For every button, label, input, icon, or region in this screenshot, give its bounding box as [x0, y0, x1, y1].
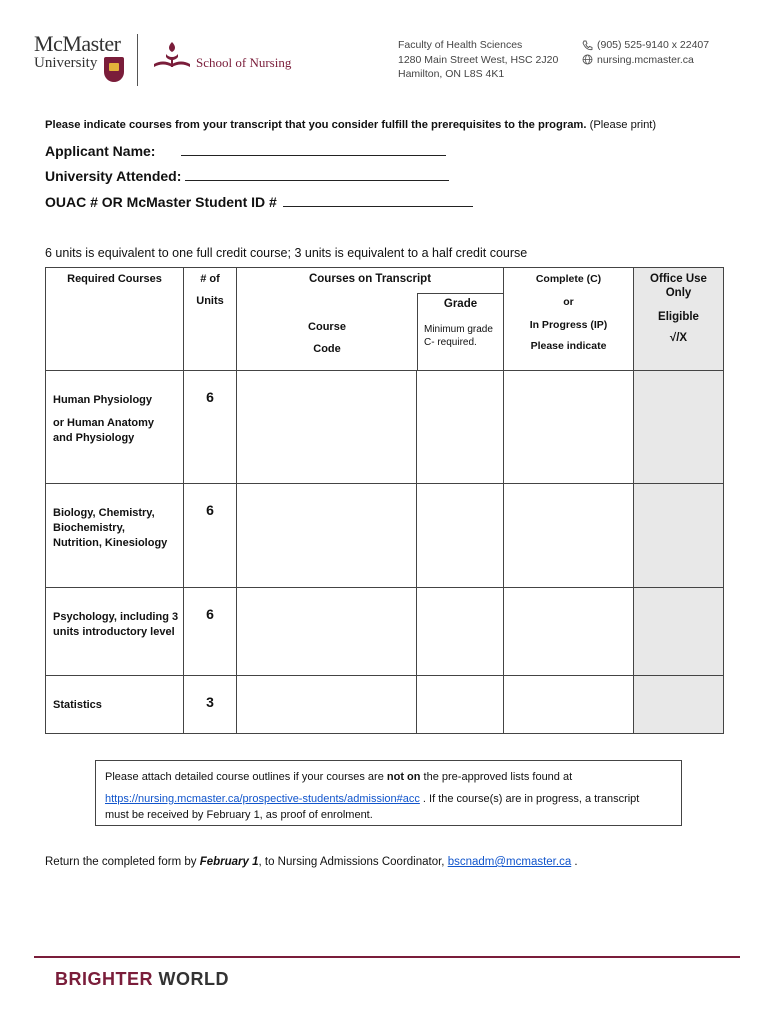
grade-minimum-note [418, 310, 503, 349]
office-use-cell [634, 588, 724, 676]
course-line: and Physiology [53, 432, 135, 444]
faculty-line: Faculty of Health Sciences [398, 39, 523, 51]
crest-icon [104, 57, 124, 82]
note-emphasis: not on [386, 771, 421, 783]
return-text: . [571, 856, 578, 868]
logo-line-2: University [34, 55, 98, 71]
brand-word-1: BRIGHTER [55, 969, 153, 989]
course-line: Biochemistry, [53, 522, 125, 534]
transcript-header [237, 268, 504, 371]
units-label-bottom: Units [196, 295, 224, 307]
course-line: Biology, Chemistry, [53, 507, 155, 519]
address-line: 1280 Main Street West, HSC 2J20 [398, 53, 559, 66]
units-label-top: # of [200, 273, 220, 285]
office-use-cell [634, 371, 724, 484]
applicant-name-line[interactable] [181, 142, 446, 156]
instructions [45, 119, 656, 131]
units-header [184, 268, 237, 371]
grade-min-line-2: C- required. [424, 337, 477, 348]
office-label-3: Eligible [658, 311, 699, 323]
university-line[interactable] [185, 167, 449, 181]
outline-note-box [95, 760, 682, 826]
lamp-book-icon [152, 40, 192, 74]
required-courses-label: Required Courses [67, 273, 162, 285]
grade-input[interactable] [417, 588, 504, 676]
course-code-label-1: Course [308, 321, 346, 333]
office-use-cell [634, 484, 724, 588]
office-label-2: Only [665, 287, 692, 299]
office-label-4: √/X [669, 332, 688, 344]
grade-input[interactable] [417, 371, 504, 484]
course-line: or Human Anatomy [53, 417, 155, 429]
course-line: units introductory level [53, 626, 175, 638]
office-label-1: Office Use [650, 273, 707, 285]
transcript-label: Courses on Transcript [308, 273, 432, 285]
completion-input[interactable] [504, 676, 634, 734]
units-value: 6 [206, 606, 214, 622]
required-course-cell [46, 484, 184, 588]
student-id-label: OUAC # OR McMaster Student ID # [45, 194, 277, 210]
table-row [46, 484, 724, 588]
phone-icon [582, 40, 593, 51]
brand-word-2: WORLD [153, 969, 229, 989]
grade-input[interactable] [417, 676, 504, 734]
note-text: must be received by February 1, as proof of enrolment. [105, 809, 373, 821]
return-date: February 1 [199, 856, 259, 868]
completion-input[interactable] [504, 484, 634, 588]
student-id-line[interactable] [283, 193, 473, 207]
course-code-input[interactable] [237, 588, 417, 676]
note-text: . If the course(s) are in progress, a transcript [419, 793, 640, 805]
course-line: Nutrition, Kinesiology [53, 537, 168, 549]
email-link[interactable]: bscnadm@mcmaster.ca [447, 856, 572, 868]
units-cell [184, 676, 237, 734]
course-code-subheader [237, 293, 417, 370]
contact-info [582, 38, 709, 67]
required-course-cell [46, 676, 184, 734]
brighter-world-logo [55, 969, 229, 990]
table-header-row [46, 268, 724, 371]
website-link[interactable]: nursing.mcmaster.ca [597, 53, 694, 66]
office-use-cell [634, 676, 724, 734]
units-cell [184, 588, 237, 676]
city-line: Hamilton, ON L8S 4K1 [398, 68, 505, 80]
required-courses-header [46, 268, 184, 371]
note-line-1 [105, 767, 673, 787]
note-text: Please attach detailed course outlines if your courses are [105, 771, 387, 783]
prerequisites-table [45, 267, 724, 734]
table-row [46, 588, 724, 676]
required-course-cell [46, 371, 184, 484]
return-text: Return the completed form by [45, 856, 200, 868]
complete-label-1: Complete (C) [535, 273, 602, 285]
complete-label-4: Please indicate [530, 340, 607, 352]
table-row [46, 371, 724, 484]
completion-header [504, 268, 634, 371]
letterhead [0, 0, 770, 100]
completion-input[interactable] [504, 588, 634, 676]
course-code-input[interactable] [237, 676, 417, 734]
completion-input[interactable] [504, 371, 634, 484]
units-value: 6 [206, 502, 214, 518]
units-value: 6 [206, 389, 214, 405]
university-label: University Attended: [45, 168, 182, 184]
grade-subheader [417, 293, 503, 370]
return-text: , to Nursing Admissions Coordinator, [258, 856, 448, 868]
grade-label: Grade [443, 298, 478, 310]
logo-divider [137, 34, 138, 86]
phone-number: (905) 525-9140 x 22407 [597, 39, 710, 51]
course-code-label-2: Code [313, 343, 341, 355]
note-line-2 [105, 791, 673, 823]
grade-min-line-1: Minimum grade [424, 324, 493, 335]
course-line: Human Physiology [53, 394, 153, 406]
note-text: the pre-approved lists found at [420, 771, 573, 783]
return-instructions [45, 856, 578, 868]
course-line: Psychology, including 3 [53, 611, 179, 623]
course-code-input[interactable] [237, 371, 417, 484]
units-cell [184, 484, 237, 588]
office-use-header [634, 268, 724, 371]
admission-link[interactable]: https://nursing.mcmaster.ca/prospective-students/admission#acc [105, 793, 420, 805]
globe-icon [582, 54, 593, 65]
instructions-print: (Please print) [589, 119, 657, 131]
complete-label-2: or [563, 296, 574, 308]
logo-line-1: McMaster [34, 31, 121, 56]
required-course-cell [46, 588, 184, 676]
school-name: School of Nursing [196, 55, 292, 70]
course-line: Statistics [53, 699, 102, 711]
grade-input[interactable] [417, 484, 504, 588]
instructions-bold: Please indicate courses from your transcript that you consider fulfill the prerequisites to the program. [45, 119, 587, 131]
university-field [45, 167, 449, 184]
footer-rule [34, 956, 740, 958]
units-note: 6 units is equivalent to one full credit course; 3 units is equivalent to a half credit course [45, 246, 528, 260]
table-row [46, 676, 724, 734]
complete-label-3: In Progress (IP) [529, 319, 608, 331]
student-id-field [45, 193, 473, 210]
applicant-name-field [45, 142, 446, 159]
faculty-address [398, 38, 558, 82]
applicant-name-label: Applicant Name: [45, 143, 156, 159]
course-code-input[interactable] [237, 484, 417, 588]
units-cell [184, 371, 237, 484]
units-value: 3 [206, 694, 214, 710]
